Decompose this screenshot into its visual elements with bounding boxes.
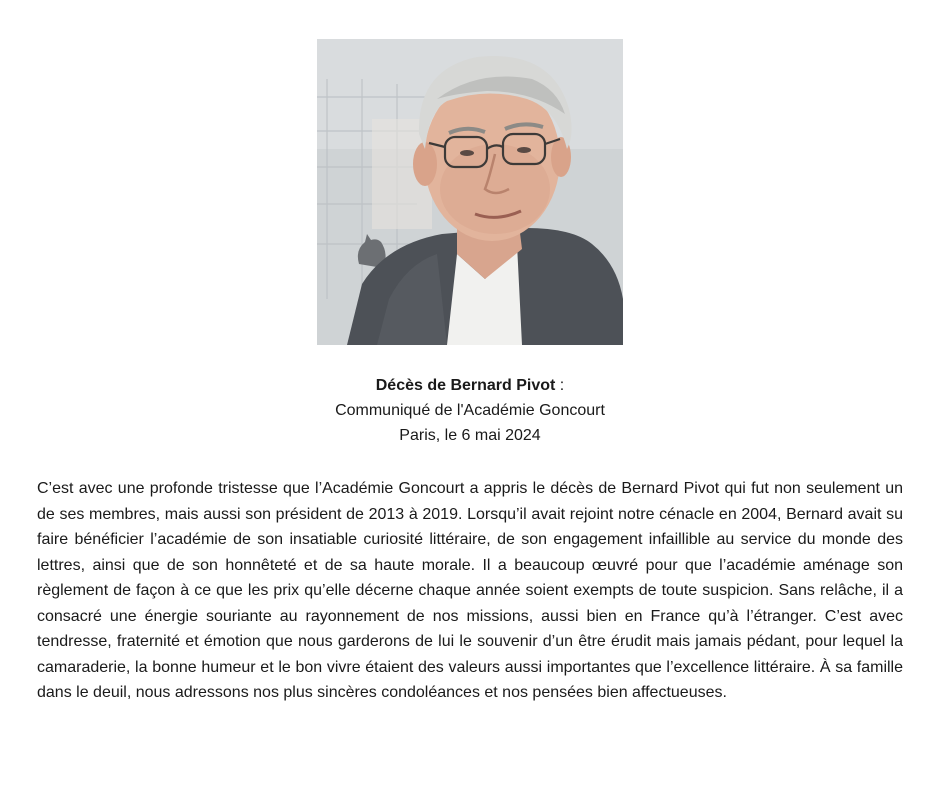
heading-block bbox=[0, 373, 940, 448]
title-suffix: : bbox=[555, 377, 565, 394]
subtitle: Communiqué de l'Académie Goncourt bbox=[335, 402, 605, 419]
title-line bbox=[0, 373, 940, 398]
portrait-photo bbox=[317, 39, 623, 345]
body-paragraph: C’est avec une profonde tristesse que l’Académie Goncourt a appris le décès de Bernard Pivot qui fut non seulement un de ses membres, mais aussi son président de 2013 à 2019. Lorsqu’il avait rejoint notre cénacle en 2004, Bernard avait su faire bénéficier l’académie de son insatiable curiosité littéraire, de son engagement infaillible au service du monde des lettres, ainsi que de son honnêteté et de sa haute morale. Il a beaucoup œuvré pour que l’académie aménage son règlement de façon à ce que les prix qu’elle décerne chaque année soient exempts de toute suspicion. Sans relâche, il a consacré une énergie souriante au rayonnement de nos missions, aussi bien en France qu’à l’étranger. C’est avec tendresse, fraternité et émotion que nous garderons de lui le souvenir d’un être érudit mais jamais pédant, pour lequel la camaraderie, la bonne humeur et le bon vivre étaient des valeurs aussi importantes que l’excellence littéraire. À sa famille dans le deuil, nous adressons nos plus sincères condoléances et nos pensées bien affectueuses. bbox=[37, 480, 903, 701]
dateline: Paris, le 6 mai 2024 bbox=[399, 427, 541, 444]
article-title: Décès de Bernard Pivot bbox=[375, 377, 556, 394]
